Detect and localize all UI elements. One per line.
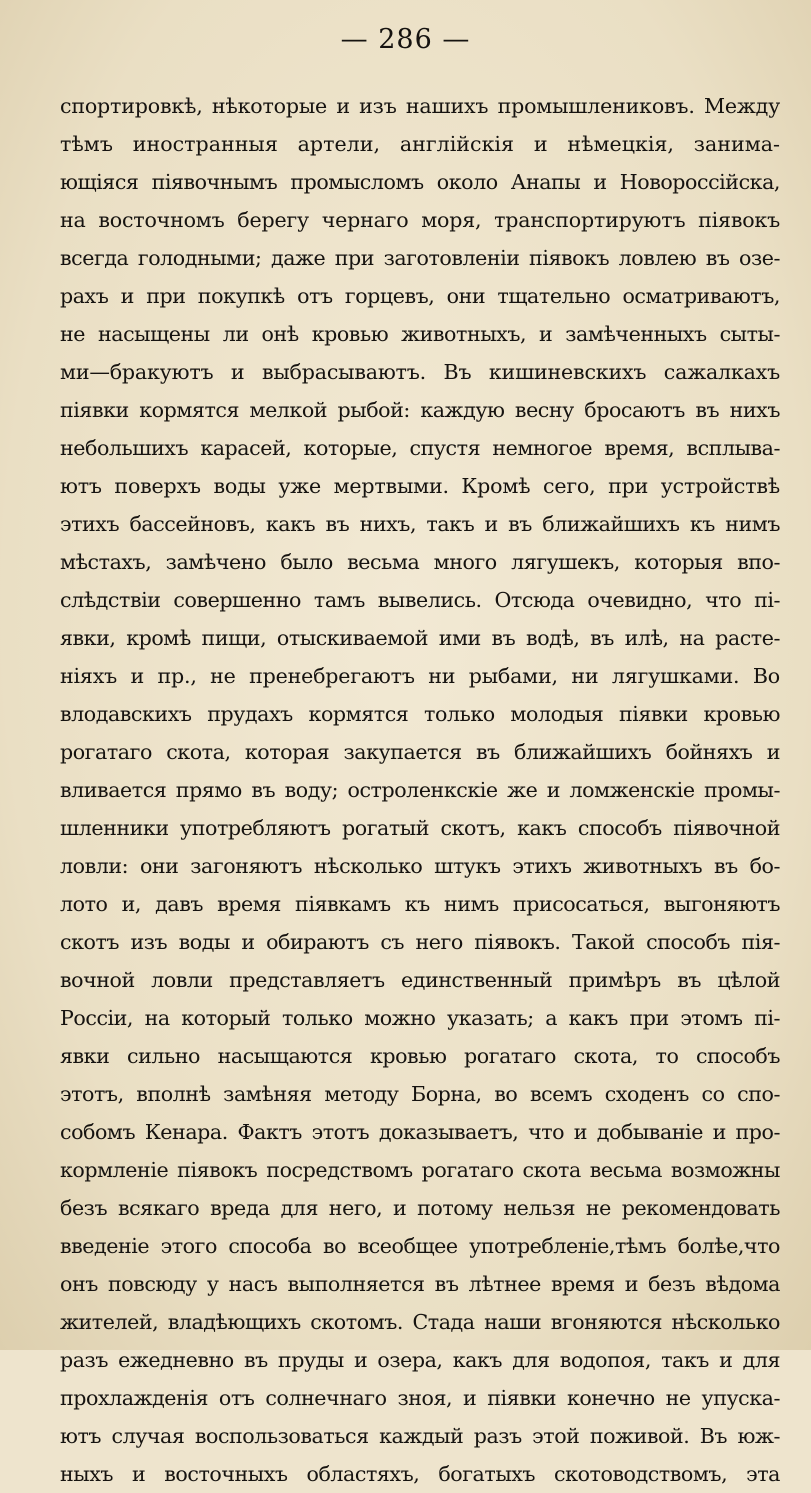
text-line: введеніе этого способа во всеобщее употребленіе,тѣмъ болѣе,что xyxy=(60,1234,780,1258)
text-line: этотъ, вполнѣ замѣняя методу Борна, во всемъ сходенъ со спо- xyxy=(60,1082,780,1106)
text-line: жителей, владѣющихъ скотомъ. Стада наши вгоняются нѣсколько xyxy=(60,1310,780,1334)
text-line: мѣстахъ, замѣчено было весьма много лягушекъ, которыя впо- xyxy=(60,550,780,574)
text-line: небольшихъ карасей, которые, спустя немногое время, всплыва- xyxy=(60,436,780,460)
text-line: явки сильно насыщаются кровью рогатаго скота, то способъ xyxy=(60,1044,780,1068)
text-line: безъ всякаго вреда для него, и потому нельзя не рекомендовать xyxy=(60,1196,780,1220)
text-line: явки, кромѣ пищи, отыскиваемой ими въ водѣ, въ илѣ, на расте- xyxy=(60,626,780,650)
text-line: вливается прямо въ воду; остроленкскіе же и ломженскіе промы- xyxy=(60,778,780,802)
text-line: Россіи, на который только можно указать; а какъ при этомъ пі- xyxy=(60,1006,780,1030)
text-line: этихъ бассейновъ, какъ въ нихъ, такъ и въ ближайшихъ къ нимъ xyxy=(60,512,780,536)
text-line: спортировкѣ, нѣкоторые и изъ нашихъ промышлениковъ. Между xyxy=(60,94,780,118)
text-line: собомъ Кенара. Фактъ этотъ доказываетъ, что и добываніе и про- xyxy=(60,1120,780,1144)
page-number: — 286 — xyxy=(340,24,471,55)
text-line: слѣдствіи совершенно тамъ вывелись. Отсюда очевидно, что пі- xyxy=(60,588,780,612)
text-line: лото и, давъ время піявкамъ къ нимъ присосаться, выгоняютъ xyxy=(60,892,780,916)
text-line: ми—бракуютъ и выбрасываютъ. Въ кишиневскихъ сажалкахъ xyxy=(60,360,780,384)
text-line: разъ ежедневно въ пруды и озера, какъ для водопоя, такъ и для xyxy=(60,1348,780,1372)
text-line: рахъ и при покупкѣ отъ горцевъ, они тщательно осматриваютъ, xyxy=(60,284,780,308)
text-line: прохлажденія отъ солнечнаго зноя, и піявки конечно не упуска- xyxy=(60,1386,780,1410)
text-line: на восточномъ берегу чернаго моря, транспортируютъ піявокъ xyxy=(60,208,780,232)
text-line: не насыщены ли онѣ кровью животныхъ, и замѣченныхъ сыты- xyxy=(60,322,780,346)
text-line: всегда голодными; даже при заготовленіи піявокъ ловлею въ озе- xyxy=(60,246,780,270)
text-line: скотъ изъ воды и обираютъ съ него піявокъ. Такой способъ пія- xyxy=(60,930,780,954)
text-line: ныхъ и восточныхъ областяхъ, богатыхъ скотоводствомъ, эта xyxy=(60,1462,780,1486)
text-line: ніяхъ и пр., не пренебрегаютъ ни рыбами, ни лягушками. Во xyxy=(60,664,780,688)
text-line: ютъ поверхъ воды уже мертвыми. Кромѣ сего, при устройствѣ xyxy=(60,474,780,498)
text-line: вочной ловли представляетъ единственный примѣръ въ цѣлой xyxy=(60,968,780,992)
text-line: ющіяся піявочнымъ промысломъ около Анапы и Новороссійска, xyxy=(60,170,780,194)
text-line: ютъ случая воспользоваться каждый разъ этой поживой. Въ юж- xyxy=(60,1424,780,1448)
text-line: влодавскихъ прудахъ кормятся только молодыя піявки кровью xyxy=(60,702,780,726)
text-line: ловли: они загоняютъ нѣсколько штукъ этихъ животныхъ въ бо- xyxy=(60,854,780,878)
text-line: онъ повсюду у насъ выполняется въ лѣтнее время и безъ вѣдома xyxy=(60,1272,780,1296)
text-line: кормленіе піявокъ посредствомъ рогатаго скота весьма возможны xyxy=(60,1158,780,1182)
body-text xyxy=(60,87,780,1493)
text-line: шленники употребляютъ рогатый скотъ, какъ способъ піявочной xyxy=(60,816,780,840)
text-line: рогатаго скота, которая закупается въ ближайшихъ бойняхъ и xyxy=(60,740,780,764)
text-line: тѣмъ иностранныя артели, англійскія и нѣмецкія, занима- xyxy=(60,132,780,156)
text-line: піявки кормятся мелкой рыбой: каждую весну бросаютъ въ нихъ xyxy=(60,398,780,422)
